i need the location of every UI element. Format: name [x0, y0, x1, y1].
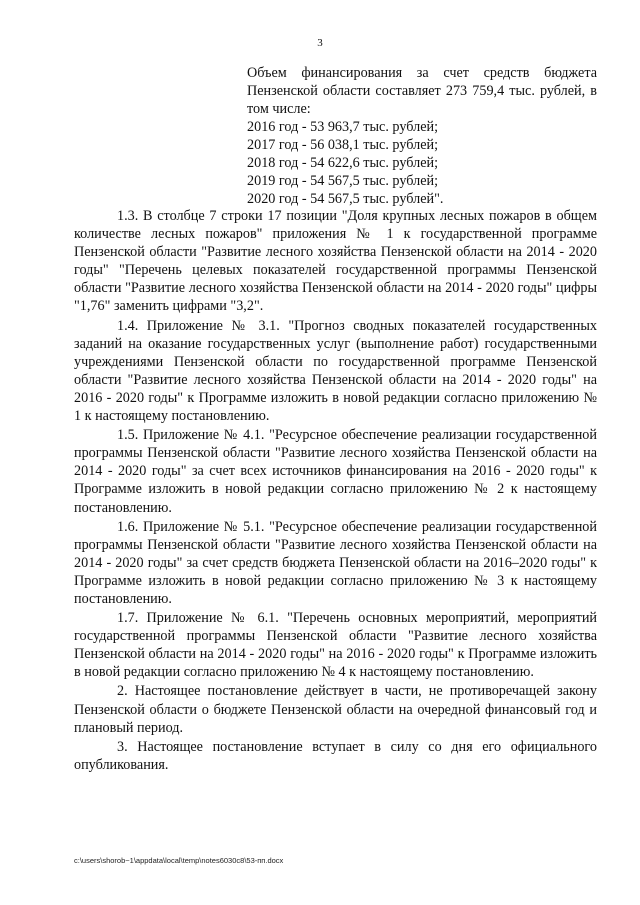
paragraph-1-6: 1.6. Приложение № 5.1. "Ресурсное обеспечение реализации государственной программы Пензенской области "Развитие лесного хозяйства Пензенской области на 2014 - 2020 годы" за счет средств бюджета Пензенской области на 2016–2020 годы" к Программе изложить в новой редакции согласно приложению № 3 к настоящему постановлению. — [74, 518, 597, 607]
funding-intro: Объем финансирования за счет средств бюджета Пензенской области составляет 273 759,4 тыс. рублей, в том числе: — [247, 65, 597, 117]
funding-year-2019: 2019 год - 54 567,5 тыс. рублей; — [247, 173, 439, 189]
page-number: 3 — [317, 37, 323, 49]
document-body — [74, 207, 597, 775]
paragraph-1-5: 1.5. Приложение № 4.1. "Ресурсное обеспечение реализации государственной программы Пензенской области "Развитие лесного хозяйства Пензенской области на 2014 - 2020 годы" за счет всех источников финансирования на 2016 - 2020 годы" к Программе изложить в новой редакции согласно приложению № 2 к настоящему постановлению. — [74, 427, 597, 516]
funding-year-2020: 2020 год - 54 567,5 тыс. рублей". — [247, 191, 444, 207]
paragraph-1-4: 1.4. Приложение № 3.1. "Прогноз сводных показателей государственных заданий на оказание государственных услуг (выполнение работ) государственными учреждениями Пензенской области по государственной программе Пензенской области "Развитие лесного хозяйства Пензенской области на 2014 - 2020 годы" на 2016 - 2020 годы" к Программе изложить в новой редакции согласно приложению № 1 к настоящему постановлению. — [74, 317, 597, 425]
footer-file-path: c:\users\shorob~1\appdata\local\temp\notes6030c8\53-пп.docx — [74, 856, 284, 865]
funding-block — [247, 64, 597, 208]
funding-year-2016: 2016 год - 53 963,7 тыс. рублей; — [247, 119, 439, 135]
paragraph-1-3: 1.3. В столбце 7 строки 17 позиции "Доля крупных лесных пожаров в общем количестве лесных пожаров" приложения № 1 к государственной программе Пензенской области "Развитие лесного хозяйства Пензенской области на 2014 - 2020 годы" "Перечень целевых показателей государственной программы Пензенской области "Развитие лесного хозяйства Пензенской области на 2014 - 2020 годы" цифры "1,76" заменить цифрами "3,2". — [74, 208, 597, 315]
funding-year-2018: 2018 год - 54 622,6 тыс. рублей; — [247, 155, 439, 171]
paragraph-1-7: 1.7. Приложение № 6.1. "Перечень основных мероприятий, мероприятий государственной программы Пензенской области "Развитие лесного хозяйства Пензенской области на 2014 - 2020 годы" на 2016 - 2020 годы" к Программе изложить в новой редакции согласно приложению № 4 к настоящему постановлению. — [74, 610, 597, 681]
funding-year-2017: 2017 год - 56 038,1 тыс. рублей; — [247, 137, 439, 153]
paragraph-2: 2. Настоящее постановление действует в части, не противоречащей закону Пензенской области о бюджете Пензенской области на очередной финансовый год и плановый период. — [74, 683, 597, 736]
paragraph-3: 3. Настоящее постановление вступает в силу со дня его официального опубликования. — [74, 738, 597, 773]
